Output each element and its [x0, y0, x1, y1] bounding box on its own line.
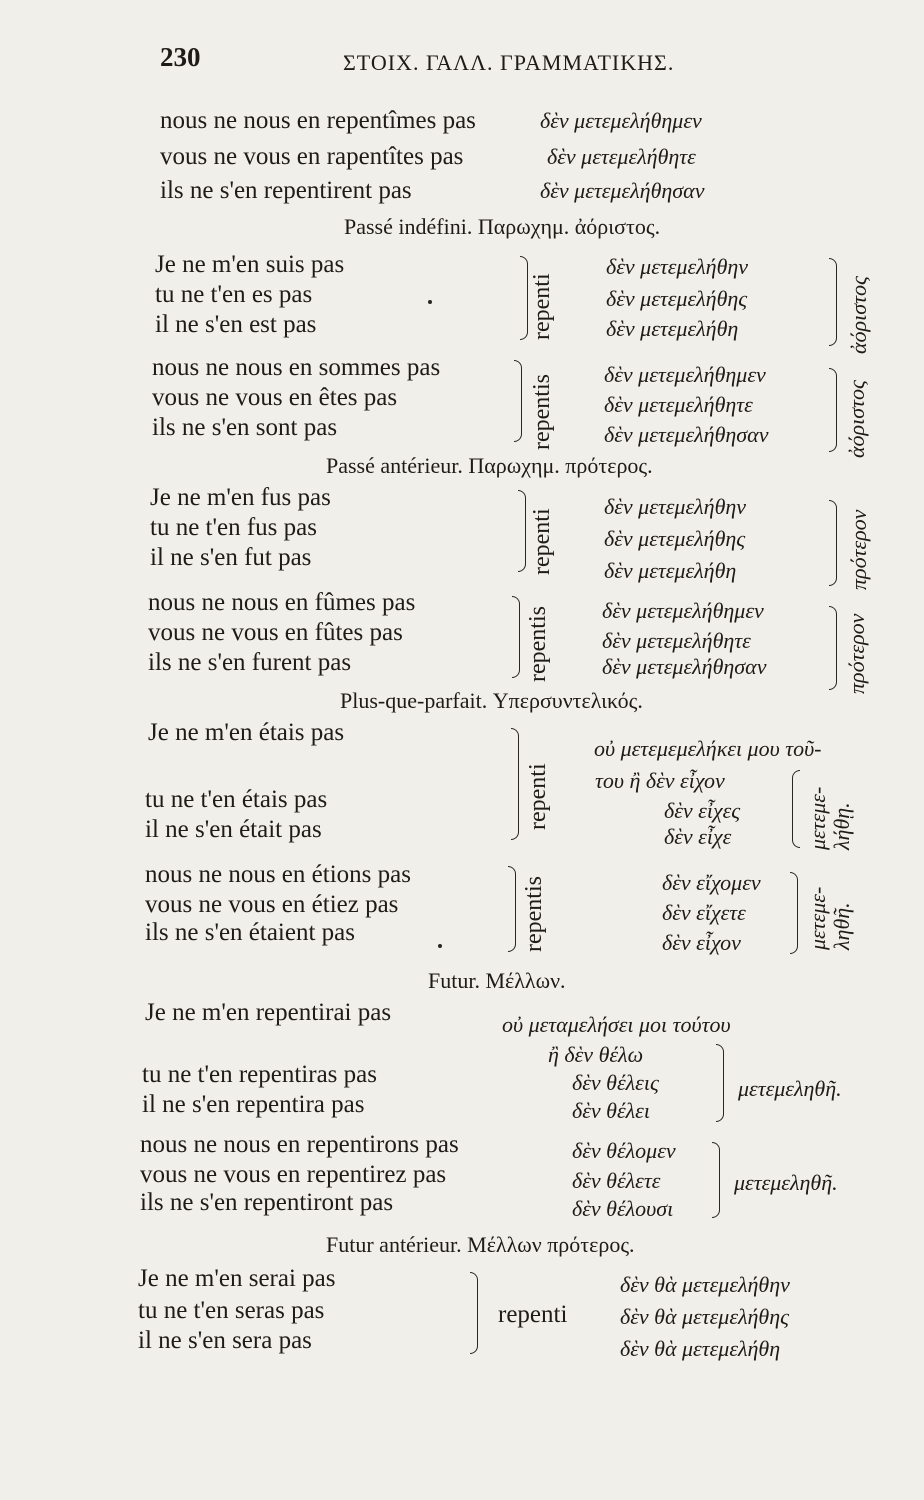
greek-line: δὲν μετεμελήθητε: [547, 144, 696, 169]
french-line: vous ne vous en êtes pas: [152, 384, 398, 411]
french-line: il ne s'en sera pas: [138, 1327, 312, 1354]
running-title: ΣΤΟΙΧ. ΓΑΛΛ. ΓΡΑΜΜΑΤΙΚΗΣ.: [343, 50, 675, 75]
french-line: nous ne nous en étions pas: [145, 861, 411, 888]
brace: [829, 258, 837, 346]
participle-vertical: repentis: [529, 374, 555, 450]
french-line: ils ne s'en repentiront pas: [140, 1189, 394, 1216]
participle-vertical: repenti: [529, 273, 555, 340]
greek-line: δὲν μετεμελήθημεν: [604, 362, 766, 387]
greek-line: ἢ δὲν θέλω: [548, 1042, 644, 1067]
side-label-vertical: ἀόριστος: [846, 276, 871, 354]
french-line: ils ne s'en étaient pas: [145, 919, 355, 946]
french-line: ils ne s'en repentirent pas: [160, 177, 412, 204]
side-label-vertical: μετεμε- λήθῃ.: [805, 786, 855, 850]
french-line: Je ne m'en repentirai pas: [145, 999, 392, 1026]
french-line: nous ne nous en sommes pas: [152, 354, 441, 381]
french-line: ils ne s'en sont pas: [152, 414, 338, 441]
greek-line: δὲν μετεμελήθην: [606, 254, 749, 279]
french-line: tu ne t'en étais pas: [145, 786, 328, 813]
greek-line: δὲν θέλετε: [572, 1168, 661, 1193]
greek-line: δὲν μετεμελήθης: [604, 526, 746, 551]
greek-line: δὲν μετεμελήθης: [606, 286, 748, 311]
french-line: Je ne m'en serai pas: [138, 1265, 336, 1292]
greek-line: δὲν μετεμελήθη: [604, 558, 737, 583]
french-line: vous ne vous en fûtes pas: [148, 619, 403, 646]
french-line: ils ne s'en furent pas: [148, 649, 352, 676]
greek-line: δὲν θὰ μετεμελήθης: [620, 1304, 790, 1329]
section-heading: Plus-que-parfait. Υπερσυντελικός.: [340, 688, 643, 713]
greek-line: δὲν μετεμελήθητε: [604, 392, 753, 417]
french-line: vous ne vous en repentirez pas: [140, 1161, 447, 1188]
greek-line: δὲν εἶχε: [664, 824, 732, 849]
section-heading: Futur antérieur. Μέλλων πρότερος.: [326, 1232, 635, 1257]
brace: [829, 606, 837, 690]
greek-line: δὲν θέλει: [572, 1098, 650, 1123]
greek-line: δὲν εἶχες: [664, 798, 741, 823]
french-line: nous ne nous en repentirons pas: [140, 1131, 459, 1158]
participle-vertical: repenti: [525, 763, 551, 830]
greek-line: δὲν μετεμελήθησαν: [540, 178, 705, 203]
brace: [512, 596, 520, 678]
brace: [520, 256, 528, 340]
side-label: μετεμεληθῆ.: [738, 1076, 842, 1101]
brace: [470, 1272, 478, 1354]
greek-line: δὲν θέλουσι: [572, 1196, 674, 1221]
brace: [792, 770, 800, 848]
brace: [518, 490, 526, 572]
french-line: nous ne nous en repentîmes pas: [160, 107, 476, 134]
greek-line: δὲν θέλεις: [572, 1070, 659, 1095]
french-line: Je ne m'en suis pas: [155, 251, 345, 278]
participle-vertical: repentis: [525, 606, 551, 682]
side-label-vertical: πρότερον: [846, 509, 871, 590]
greek-line: δὲν μετεμελήθη: [606, 316, 739, 341]
french-line: il ne s'en est pas: [155, 311, 317, 338]
brace: [511, 728, 519, 840]
greek-line: δὲν εἴχομεν: [662, 870, 761, 895]
greek-line: δὲν μετεμελήθητε: [602, 628, 751, 653]
print-dot: [438, 944, 442, 948]
side-label-vertical: μετεμε- ληθῆ.: [805, 886, 855, 950]
brace: [712, 1142, 720, 1218]
participle-vertical: repenti: [529, 508, 555, 575]
side-label: μετεμεληθῆ.: [734, 1170, 838, 1195]
french-line: il ne s'en était pas: [145, 816, 322, 843]
greek-line: οὐ μεταμελήσει μοι τούτου: [502, 1012, 731, 1037]
french-line: tu ne t'en fus pas: [150, 514, 317, 541]
greek-line: δὲν μετεμελήθησαν: [604, 422, 769, 447]
brace: [829, 500, 837, 586]
french-line: Je ne m'en fus pas: [150, 484, 331, 511]
greek-line: δὲν μετεμελήθημεν: [540, 108, 702, 133]
french-line: vous ne vous en rapentîtes pas: [160, 143, 464, 170]
side-label-vertical: ἀόριστος: [844, 380, 869, 458]
french-line: il ne s'en fut pas: [150, 544, 312, 571]
section-heading: Futur. Μέλλων.: [428, 968, 566, 993]
french-line: tu ne t'en seras pas: [138, 1297, 325, 1324]
french-line: il ne s'en repentira pas: [142, 1091, 365, 1118]
greek-line: του ἢ δὲν εἶχον: [595, 768, 725, 793]
participle: repenti: [498, 1301, 568, 1328]
greek-line: δὲν μετεμελήθημεν: [602, 598, 764, 623]
greek-line: δὲν θέλομεν: [572, 1138, 676, 1163]
french-line: tu ne t'en repentiras pas: [142, 1061, 377, 1088]
brace: [790, 872, 798, 954]
brace: [716, 1044, 724, 1122]
greek-line: οὐ μετεμεμελήκει μου τοῦ-: [594, 736, 822, 761]
french-line: Je ne m'en étais pas: [148, 719, 345, 746]
participle-vertical: repentis: [521, 876, 547, 952]
greek-line: δὲν μετεμελήθην: [604, 494, 747, 519]
section-heading: Passé antérieur. Παρωχημ. πρότερος.: [326, 453, 653, 478]
greek-line: δὲν θὰ μετεμελήθην: [620, 1272, 790, 1297]
greek-line: δὲν εἶχον: [662, 930, 741, 955]
brace: [829, 368, 837, 452]
french-line: tu ne t'en es pas: [155, 281, 313, 308]
print-dot: [428, 300, 432, 304]
page-number: 230: [160, 42, 201, 72]
greek-line: δὲν μετεμελήθησαν: [602, 654, 767, 679]
brace: [508, 866, 516, 952]
french-line: nous ne nous en fûmes pas: [148, 589, 416, 616]
side-label-vertical: πρότερον: [844, 613, 869, 694]
greek-line: δὲν εἴχετε: [662, 900, 746, 925]
brace: [514, 360, 522, 442]
section-heading: Passé indéfini. Παρωχημ. ἀόριστος.: [344, 214, 661, 239]
french-line: vous ne vous en étiez pas: [145, 891, 399, 918]
greek-line: δὲν θὰ μετεμελήθη: [620, 1336, 781, 1361]
